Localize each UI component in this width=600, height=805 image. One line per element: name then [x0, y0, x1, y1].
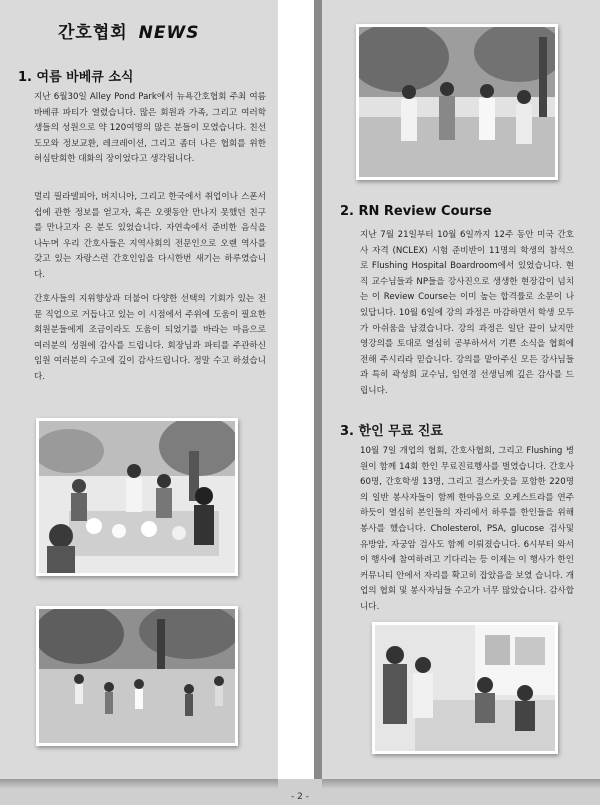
section-2-paragraph-1: 지난 7월 21일부터 10월 6일까지 12주 동안 미국 간호사 자격 (NCLEX) 시험 준비반이 11명의 학생의 참석으로 Flushing Hospital Boardroom에서 있었습니다. 현직 교수님들과 NP들을 강사진으로 생생한 현장감이 넘치는 이 Review Course는 이미 높는 합격률로 소문이 나 있답니다. 10월 6일에 강의 과정은 마감하면서 학생 모두가 아쉬움을 남겼습니다. 강의 과정은 일단 끝이 났지만 영강의를 토대로 열심히 공부하셔서 기쁜 소식을 협회에 전해 주시리라 믿습니다. 강의를 맡아주신 모든 강사님들과 특히 곽성희 교수님, 임연경 선생님께 깊은 감사를 드립니다.	[360, 230, 574, 396]
masthead-news: NEWS	[138, 23, 200, 43]
section-2-heading: 2. RN Review Course	[340, 204, 492, 219]
section-1-paragraph-2: 멀리 필라델피아, 버지니아, 그리고 한국에서 취업이나 스폰서쉽에 관한 정보를 얻고자, 혹은 오랫동안 만나지 못했던 친구를 만나고자 온 분도 있었습니다. 자연속에서 준비한 음식을 나누며 우리 간호사들은 지역사회의 전문인으로 오랜 역사를 갖고 있는 자랑스런 간호인임을 다시한번 새기는 하루였습니다.	[34, 192, 266, 280]
section-3-heading: 3. 한인 무료 진료	[340, 424, 443, 439]
masthead-title: 간호협회	[58, 23, 128, 43]
photo-park-recreation	[36, 606, 238, 746]
photo-free-clinic	[372, 622, 558, 754]
section-1-paragraph-3: 간호사들의 지위향상과 더불어 다양한 선택의 기회가 있는 전문 직업으로 거듭나고 있는 이 시점에서 주위에 도움이 필요한 회원분들에게 조금이라도 도움이 되었기를 바라는 마음으로 여러분의 성원에 감사를 드립니다. 회장님과 파티를 주관하신 임원 여러분의 수고에 깊이 감사드립니다. 정말 수고 하셨습니다.	[34, 294, 266, 382]
photo-group-in-park	[356, 24, 558, 180]
section-1-paragraph-1: 지난 6월30일 Alley Pond Park에서 뉴욕간호협회 주최 여름 바베큐 파티가 열렸습니다. 많은 회원과 가족, 그리고 여러학생들의 성원으로 약 120여명의 많은 분들이 모였습니다. 친선 도모와 정보교환, 레크레이션, 그리고 좀더 나은 협회를 위한 허심탄회한 대화의 장이었다고 생각됩니다.	[34, 92, 266, 165]
photo-bbq-food-table	[36, 418, 238, 576]
masthead	[58, 18, 199, 43]
section-1-heading: 1. 여름 바베큐 소식	[18, 70, 134, 85]
section-3-paragraph-1: 10월 7일 개업의 협회, 간호사협회, 그리고 Flushing 병원이 함께 14회 한인 무료진료행사를 벌였습니다. 간호사 60명, 간호학생 13명, 그리고 걸스카웃을 포함한 220명의 일반 봉사자들이 함께 한마음으로 오케스트라를 연주하듯이 열심히 본인들의 자리에서 하루를 한인들을 위해 봉사를 했습니다. Cholesterol, PSA, glucose 검사및 유방암, 자궁암 검사도 함께 이뤄졌습니다. 6시부터 와서 이 행사에 참여하려고 기다리는 등 이제는 이 행사가 한인 커뮤니티 안에서 자리를 확고히 잡았음을 보였 습니다. 개업의 협회 및 봉사자님들 수고가 너무 많았습니다. 감사합니다.	[360, 446, 574, 612]
page-number: - 2 -	[291, 792, 309, 802]
